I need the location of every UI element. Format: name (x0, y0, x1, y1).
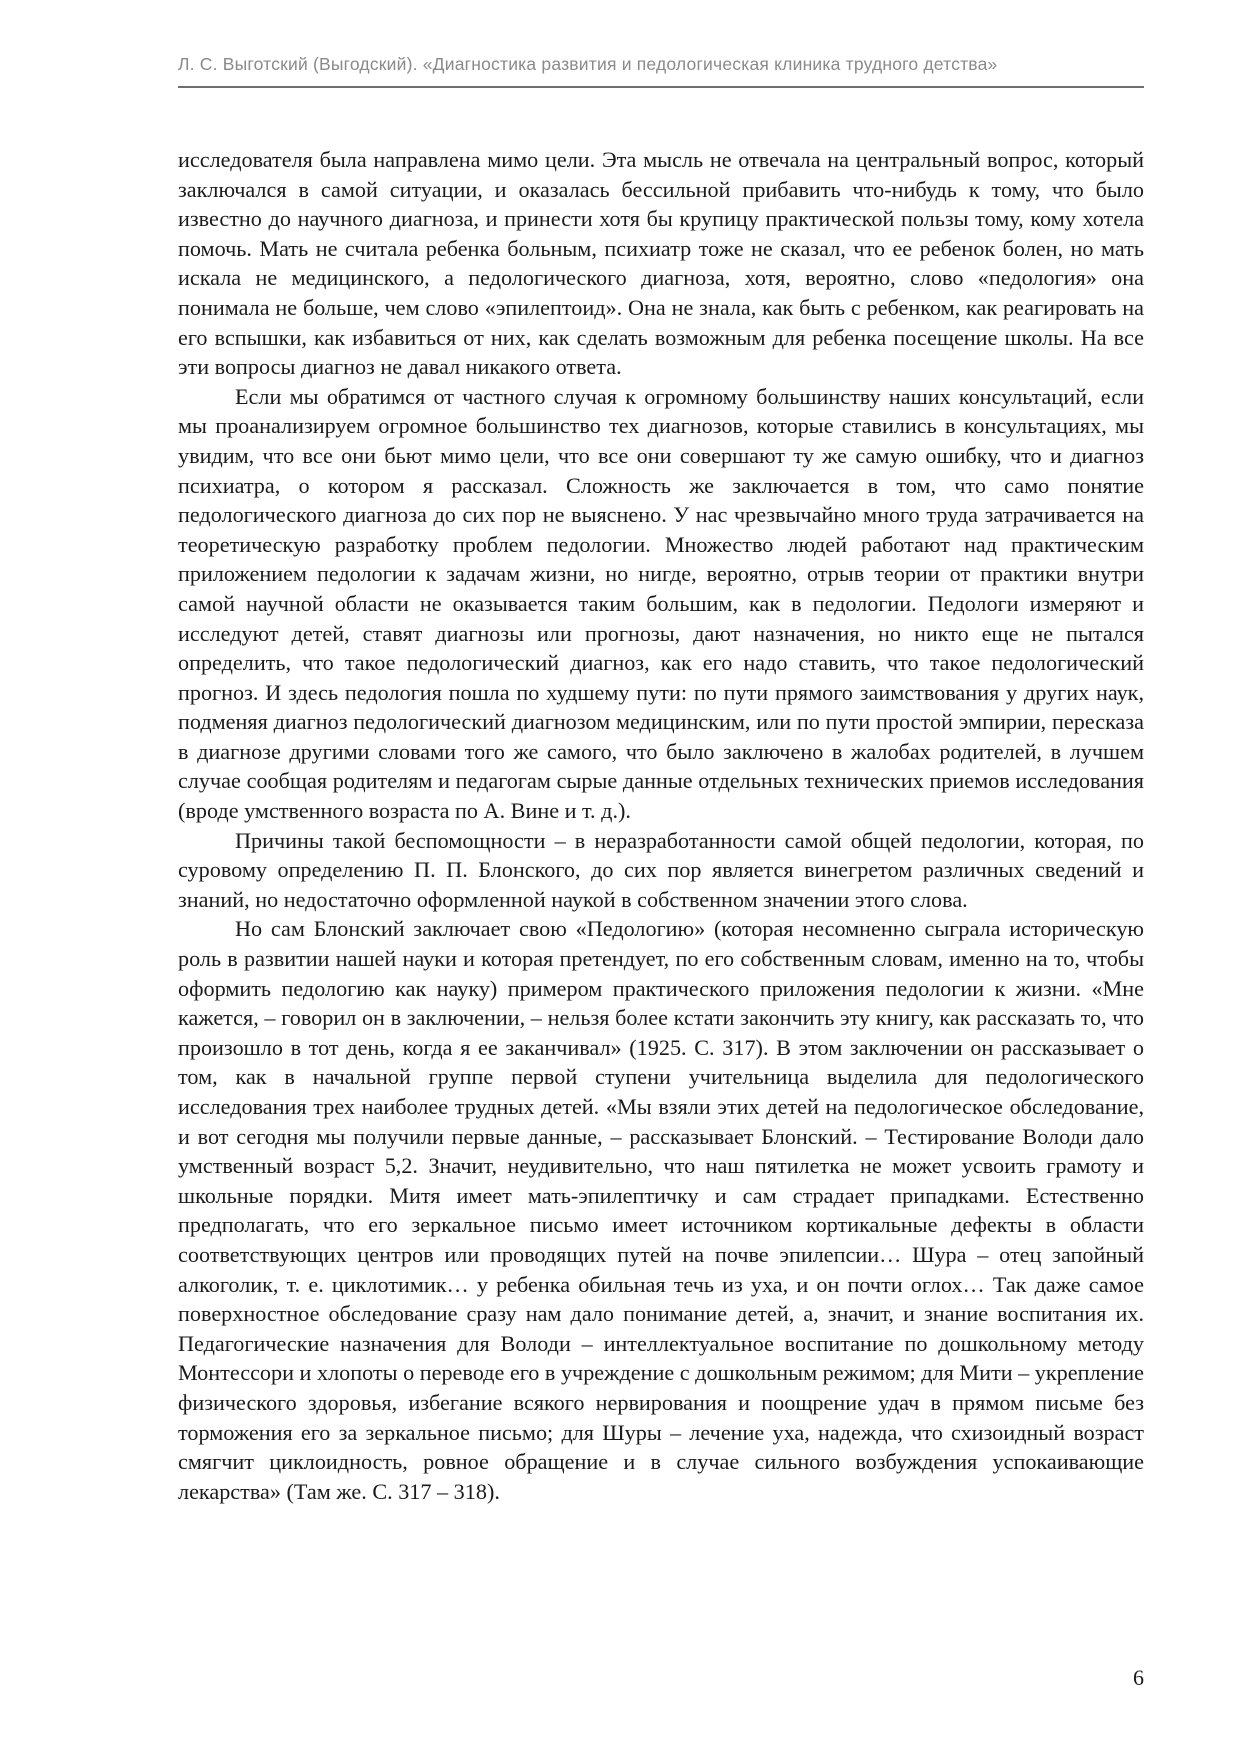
paragraph: Но сам Блонский заключает свою «Педологию» (которая несомненно сыграла историческую роль в развитии нашей науки и которая претендует, по его собственным словам, именно на то, чтобы оформить педологию как науку) примером практического приложения педологии к жизни. «Мне кажется, – говорил он в заключении, – нельзя более кстати закончить эту книгу, как рассказать то, что произошло в тот день, когда я ее заканчивал» (1925. С. 317). В этом заключении он рассказывает о том, как в начальной группе первой ступени учительница выделила для педологического исследования трех наиболее трудных детей. «Мы взяли этих детей на педологическое обследование, и вот сегодня мы получили первые данные, – рассказывает Блонский. – Тестирование Володи дало умственный возраст 5,2. Значит, неудивительно, что наш пятилетка не может усвоить грамоту и школьные порядки. Митя имеет мать-эпилептичку и сам страдает припадками. Естественно предполагать, что его зеркальное письмо имеет источником кортикальные дефекты в области соответствующих центров или проводящих путей на почве эпилепсии… Шура – отец запойный алкоголик, т. е. циклотимик… у ребенка обильная течь из уха, и он почти оглох… Так даже самое поверхностное обследование сразу нам дало понимание детей, а, значит, и знание воспитания их. Педагогические назначения для Володи – интеллектуальное воспитание по дошкольному методу Монтессори и хлопоты о переводе его в учреждение с дошкольным режимом; для Мити – укрепление физического здоровья, избегание всякого нервирования и поощрение удач в прямом письме без торможения его за зеркальное письмо; для Шуры – лечение уха, надежда, что схизоидный возраст смягчит циклоидность, ровное обращение и в случае сильного возбуждения успокаивающие лекарства» (Там же. С. 317 – 318). (178, 916, 1144, 1504)
paragraph-continuation: исследователя была направлена мимо цели. Эта мысль не отвечала на центральный вопрос, который заключался в самой ситуации, и оказалась бессильной прибавить что-нибудь к тому, что было известно до научного диагноза, и принести хотя бы крупицу практической пользы тому, кому хотела помочь. Мать не считала ребенка больным, психиатр тоже не сказал, что ее ребенок болен, но мать искала не медицинского, а педологического диагноза, хотя, вероятно, слово «педология» она понимала не больше, чем слово «эпилептоид». Она не знала, как быть с ребенком, как реагировать на его вспышки, как избавиться от них, как сделать возможным для ребенка посещение школы. На все эти вопросы диагноз не давал никакого ответа. (178, 147, 1144, 380)
running-header: Л. С. Выготский (Выгодский). «Диагностика развития и педологическая клиника трудного детства» (178, 54, 998, 74)
header-divider (178, 86, 1144, 88)
paragraph: Причины такой беспомощности – в неразработанности самой общей педологии, которая, по суровому определению П. П. Блонского, до сих пор является винегретом различных сведений и знаний, но недостаточно оформленной наукой в собственном значении этого слова. (178, 827, 1144, 912)
paragraph: Если мы обратимся от частного случая к огромному большинству наших консультаций, если мы проанализируем огромное большинство тех диагнозов, которые ставились в консультациях, мы увидим, что все они бьют мимо цели, что все они совершают ту же самую ошибку, что и диагноз психиатра, о котором я рассказал. Сложность же заключается в том, что само понятие педологического диагноза до сих пор не выяснено. У нас чрезвычайно много труда затрачивается на теоретическую разработку проблем педологии. Множество людей работают над практическим приложением педологии к задачам жизни, но нигде, вероятно, отрыв теории от практики внутри самой научной области не оказывается таким большим, как в педологии. Педологи измеряют и исследуют детей, ставят диагнозы или прогнозы, дают назначения, но никто еще не пытался определить, что такое педологический диагноз, как его надо ставить, что такое педологический прогноз. И здесь педология пошла по худшему пути: по пути прямого заимствования у других наук, подменяя диагноз педологический диагнозом медицинским, или по пути простой эмпирии, пересказа в диагнозе другими словами того же самого, что было заключено в жалобах родителей, в лучшем случае сообщая родителям и педагогам сырые данные отдельных технических приемов исследования (вроде умственного возраста по А. Вине и т. д.). (178, 383, 1144, 824)
page-body (178, 145, 1144, 1506)
page-number: 6 (1133, 1665, 1144, 1690)
